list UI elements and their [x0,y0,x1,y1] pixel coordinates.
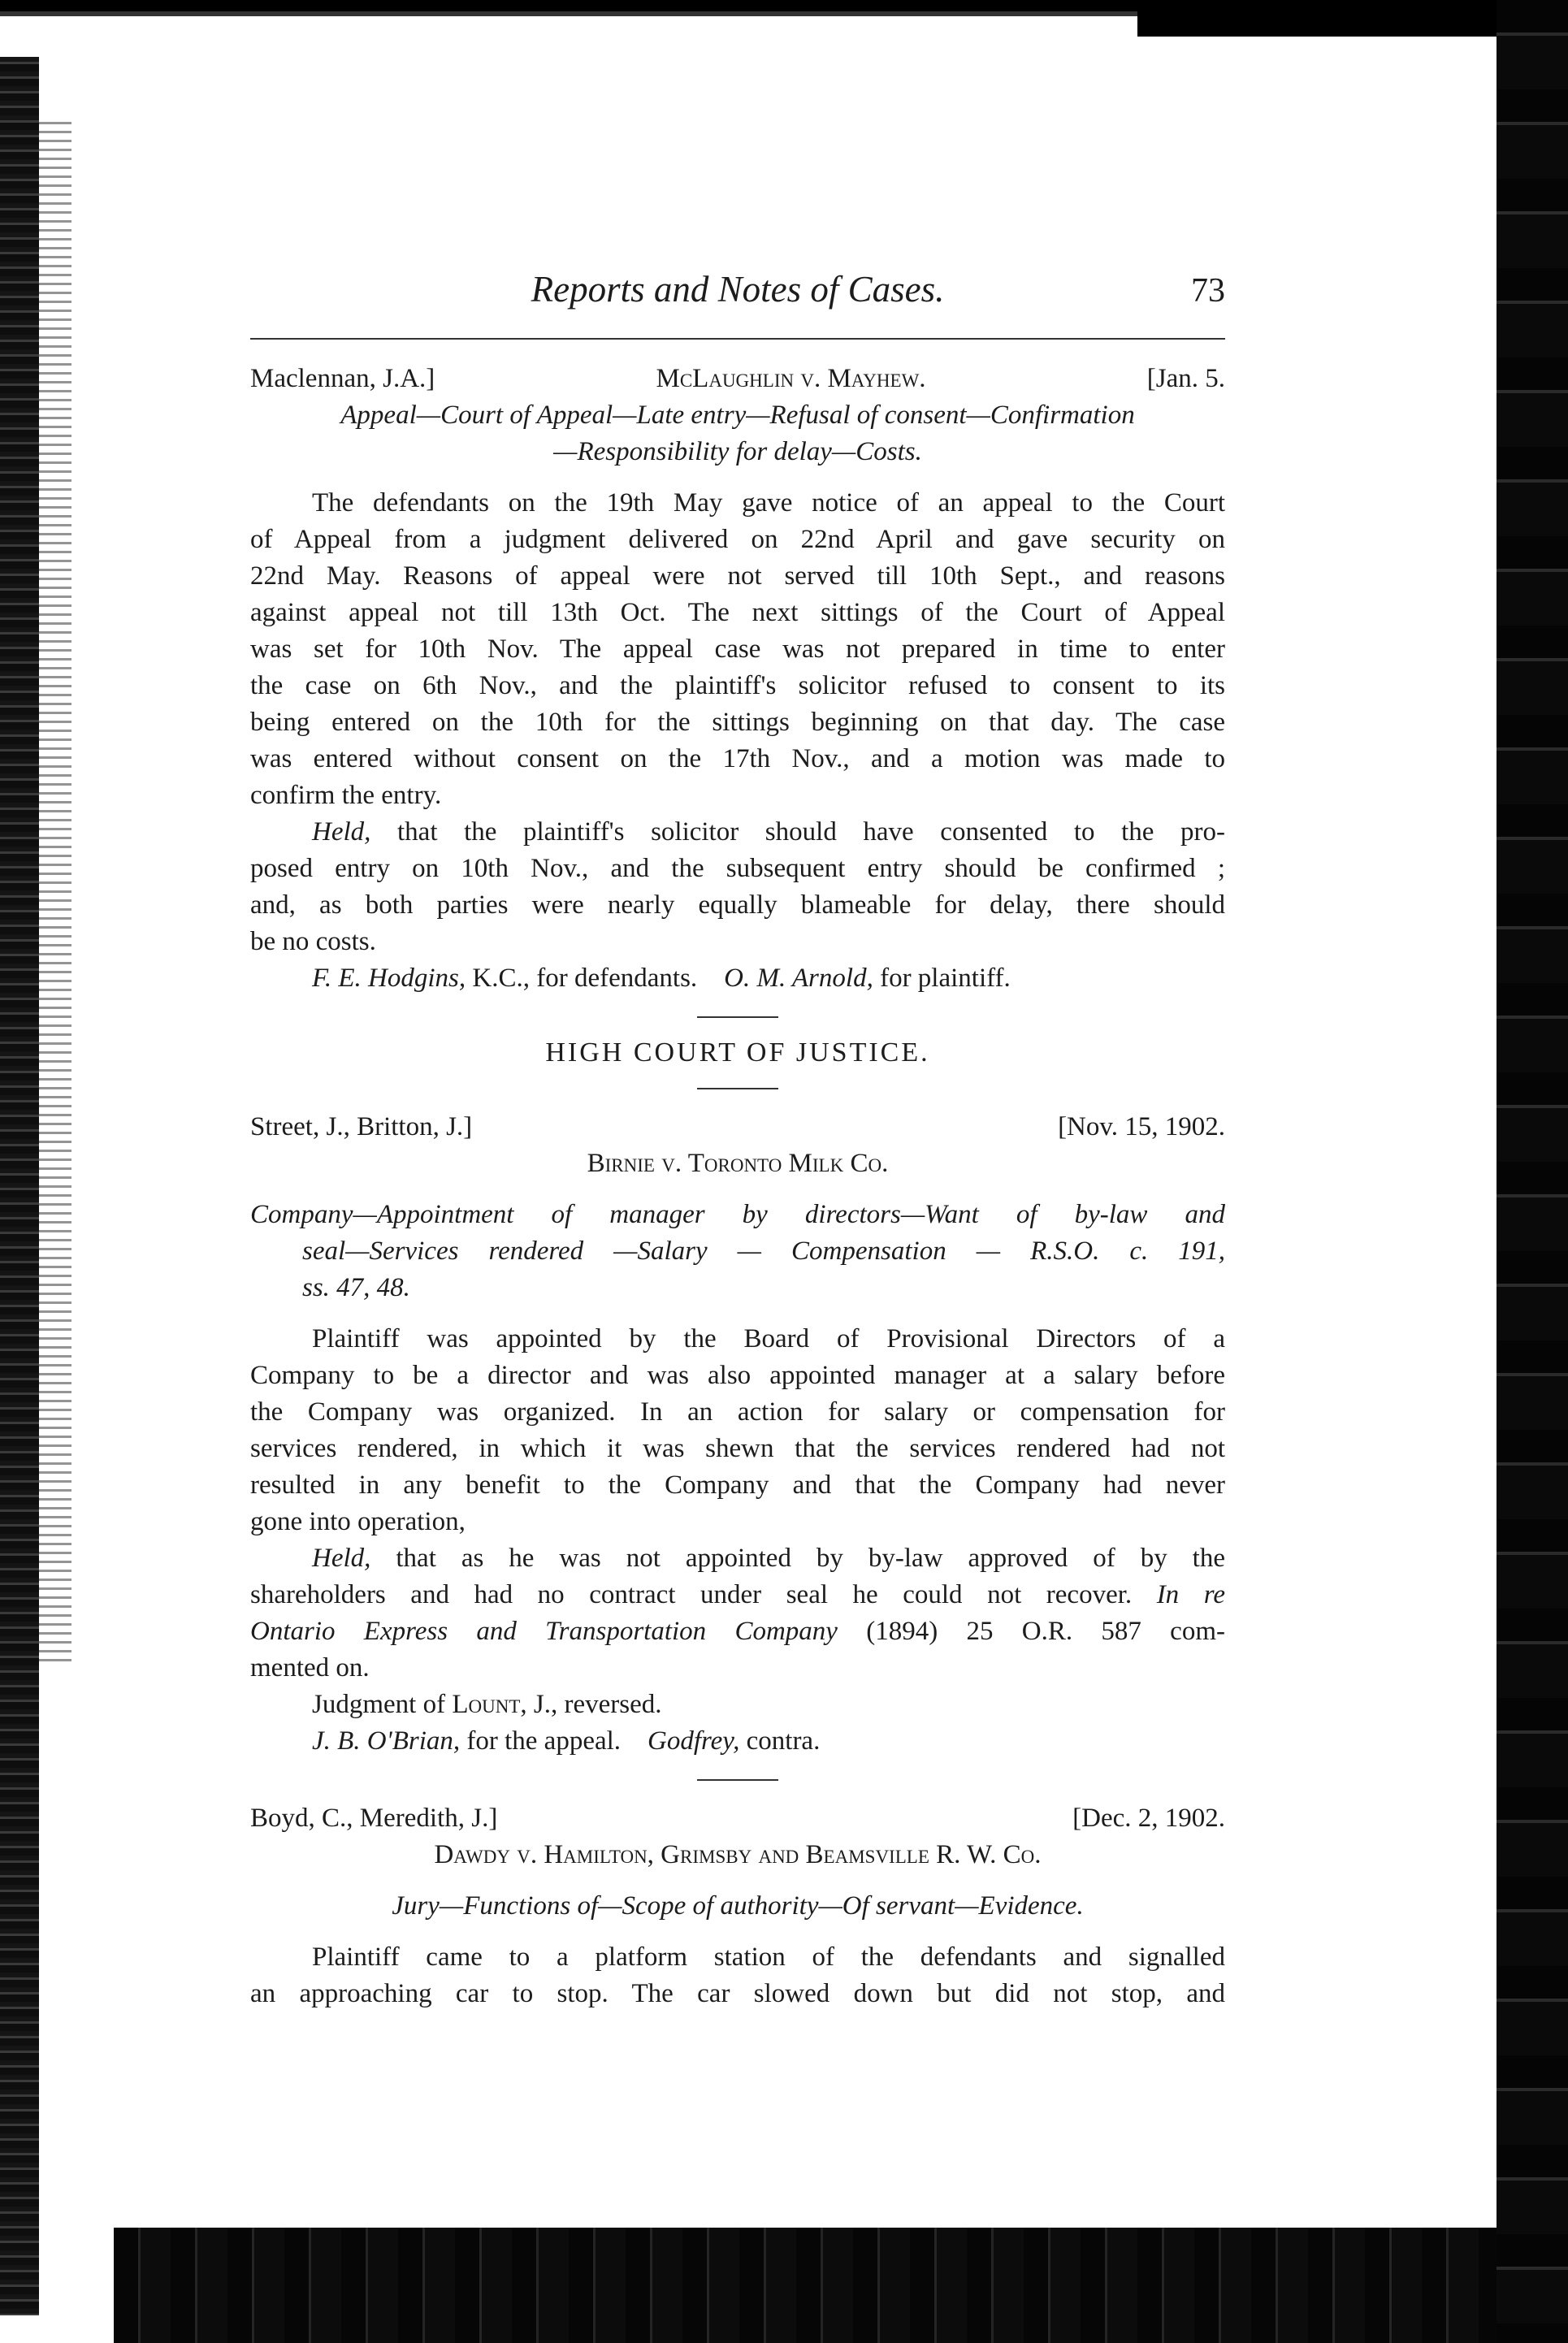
body-line: Plaintiff came to a platform station of the defendants and signalled [312,1942,1225,1972]
headnote-line: —Responsibility for delay—Costs. [553,437,922,466]
counsel-role: contra. [739,1726,821,1756]
body-line: 22nd May. Reasons of appeal were not served till 10th Sept., and reasons [250,561,1225,591]
body-line: against appeal not till 13th Oct. The next sittings of the Court of Appeal [250,598,1225,627]
case-citation-line [250,1109,1225,1146]
body-line: services rendered, in which it was shewn that the services rendered had not [250,1434,1225,1463]
counsel-role: for plaintiff. [873,964,1011,993]
case-judges: Boyd, C., Meredith, J.] [250,1804,498,1833]
counsel-name: F. E. Hodgins, [312,964,466,993]
body-line: Plaintiff was appointed by the Board of Provisional Directors of a [312,1324,1225,1353]
case-judge: Maclennan, J.A.] [250,364,435,393]
court-heading: HIGH COURT OF JUSTICE. [545,1037,930,1068]
case-judges: Street, J., Britton, J.] [250,1112,473,1141]
body-line: gone into operation, [250,1507,466,1536]
case-mclaughlin-mayhew [250,361,1225,997]
counsel-role: K.C., for defendants. [466,964,698,993]
held-line: shareholders and had no contract under seal he could not recover. In re [250,1580,1225,1609]
held-line: Held, that the plaintiff's solicitor should have consented to the pro- [312,817,1225,847]
body-line: was set for 10th Nov. The appeal case was not prepared in time to enter [250,634,1225,664]
scan-edge-left [0,57,39,2315]
body-line: was entered without consent on the 17th Nov., and a motion was made to [250,744,1225,773]
body-line: the Company was organized. In an action for salary or compensation for [250,1397,1225,1427]
case-birnie-toronto-milk [250,1109,1225,1760]
headnote-line: seal—Services rendered —Salary — Compensation — R.S.O. c. 191, [302,1236,1225,1266]
case-citation-line [250,1800,1225,1837]
page-number: 73 [1191,272,1225,310]
case-date: [Jan. 5. [1146,364,1225,393]
held-line: Held, that as he was not appointed by by-law approved of by the [312,1544,1225,1573]
held-line: mented on. [250,1653,370,1683]
headnote-line: Company—Appointment of manager by directors—Want of by-law and [250,1200,1225,1229]
judgment-line: Judgment of Lount, J., reversed. [312,1690,662,1719]
counsel-line [250,960,1225,997]
scan-edge-left-bleed [39,122,71,1665]
case-name: McLaughlin v. Mayhew. [656,364,926,393]
counsel-role: for the appeal. [460,1726,622,1756]
counsel-line [250,1723,1225,1760]
held-line: Ontario Express and Transportation Company (1894) 25 O.R. 587 com- [250,1617,1225,1646]
case-name: Dawdy v. Hamilton, Grimsby and Beamsville R. W. Co. [434,1840,1042,1869]
judgment-judge: Lount [452,1690,521,1719]
cited-case: Ontario Express and Transportation Company [250,1617,838,1646]
header-rule [250,338,1225,340]
case-date: [Dec. 2, 1902. [1072,1804,1225,1833]
body-line: the case on 6th Nov., and the plaintiff's solicitor refused to consent to its [250,671,1225,700]
headnote-line: Appeal—Court of Appeal—Late entry—Refusal of consent—Confirmation [340,401,1135,430]
held-line: and, as both parties were nearly equally blameable for delay, there should [250,890,1225,920]
counsel-name: J. B. O'Brian, [312,1726,461,1756]
held-line: posed entry on 10th Nov., and the subsequent entry should be confirmed ; [250,854,1225,883]
headnote-line: Jury—Functions of—Scope of authority—Of servant—Evidence. [392,1891,1084,1921]
held-word: Held, [312,817,371,847]
held-line: be no costs. [250,927,376,956]
running-title: Reports and Notes of Cases. [531,269,945,310]
case-name: Birnie v. Toronto Milk Co. [587,1149,889,1178]
held-word: Held, [312,1544,371,1573]
body-line: an approaching car to stop. The car slowed down but did not stop, and [250,1979,1225,2008]
body-line: The defendants on the 19th May gave notice of an appeal to the Court [312,488,1225,518]
counsel-name: O. M. Arnold, [724,964,873,993]
section-rule [697,1088,778,1089]
headnote-line: ss. 47, 48. [302,1273,410,1302]
case-date: [Nov. 15, 1902. [1058,1112,1225,1141]
body-line: resulted in any benefit to the Company and that the Company had never [250,1470,1225,1500]
body-line: Company to be a director and was also appointed manager at a salary before [250,1361,1225,1390]
body-line: being entered on the 10th for the sittings beginning on that day. The case [250,708,1225,737]
scan-edge-right [1497,0,1568,2343]
case-dawdy-hamilton [250,1800,1225,2012]
body-line: of Appeal from a judgment delivered on 22nd April and gave security on [250,525,1225,554]
running-head [250,268,1225,333]
section-rule [697,1016,778,1018]
section-rule [697,1779,778,1781]
document-page [250,268,1225,2012]
case-citation-line [250,361,1225,397]
scan-edge-bottom [114,2228,1497,2343]
counsel-name: Godfrey, [648,1726,740,1756]
body-line: confirm the entry. [250,781,442,810]
